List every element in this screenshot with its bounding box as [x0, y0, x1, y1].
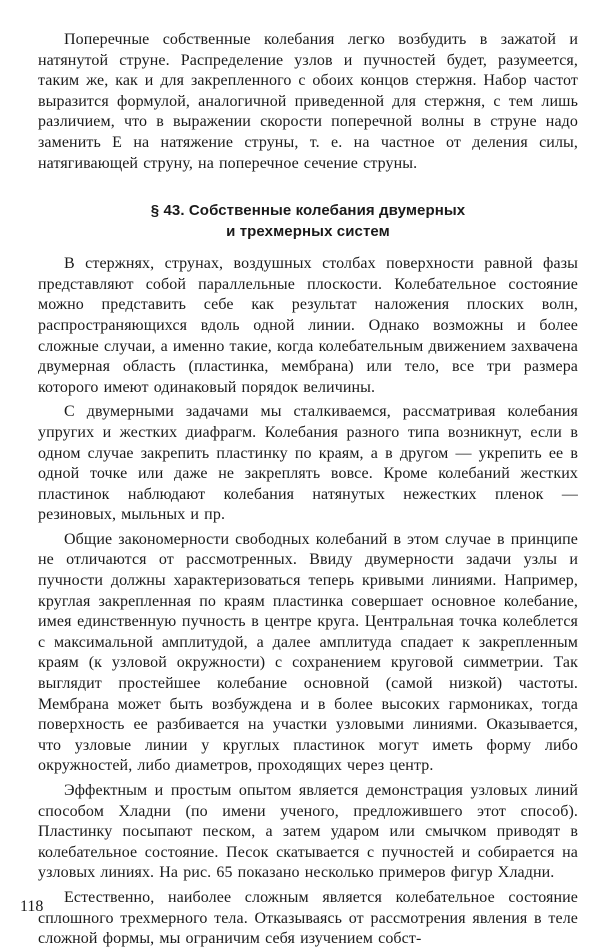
paragraph-general-regularities: Общие закономерности свободных колебаний в этом случае в принципе не отличаются от рассмотренных. Ввиду двумерности задачи узлы и пучности должны характеризоваться теперь кривыми линиями. Например, круглая закрепленная по краям пластинка совершает основное колебание, имея единственную пучность в центре круга. Центральная точка колеблется с максимальной амплитудой, а далее амплитуда спадает к закрепленным краям (к узловой окружности) с сохранением круговой симметрии. Так выглядит простейшее колебание основной (самой низкой) частоты. Мембрана может быть возбуждена и в более высоких гармониках, тогда поверхность ее разбивается на участки узловыми линиями. Оказывается, что узловые линии у круглых пластинок могут иметь форму либо окружностей, либо диаметров, проходящих через центр. — [38, 530, 578, 775]
section-heading-line-1: § 43. Собственные колебания двумерных — [150, 202, 466, 220]
paragraph-three-dimensional-body: Естественно, наиболее сложным является колебательное состояние сплошного трехмерного тела. Отказываясь от рассмотрения явления в теле сложной формы, мы ограничим себя изучением собст- — [38, 888, 578, 948]
document-page — [38, 30, 578, 948]
paragraph-two-dimensional-problems: С двумерными задачами мы сталкиваемся, рассматривая колебания упругих и жестких диафрагм. Колебания разного типа возникнут, если в одном случае закрепить пластинку по краям, а в другом — укрепить ее в одной точке или даже не закреплять вовсе. Кроме колебаний жестких пластинок наблюдают колебания натянутых нежестких пленок — резиновых, мыльных и пр. — [38, 403, 578, 524]
page-number: 118 — [20, 898, 44, 915]
paragraph-chladni-figures: Эффектным и простым опытом является демонстрация узловых линий способом Хладни (по имени ученого, предложившего этот способ). Пластинку посыпают песком, а затем ударом или смычком приводят в колебательное состояние. Песок скатывается с пучностей и собирается на узловых линиях. На рис. 65 показано несколько примеров фигур Хладни. — [38, 782, 578, 882]
paragraph-plane-waves: В стержнях, струнах, воздушных столбах поверхности равной фазы представляют собой параллельные плоскости. Колебательное состояние можно представить себе как результат наложения плоских волн, распространяющихся вдоль одной линии. Однако возможны и более сложные случаи, а именно такие, когда колебательным движением захвачена двумерная область (пластинка, мембрана) или тело, все три размера которого имеют одинаковый порядок величины. — [38, 255, 578, 396]
section-heading — [38, 200, 578, 242]
section-heading-line-2: и трехмерных систем — [226, 223, 390, 241]
paragraph-strings-transverse: Поперечные собственные колебания легко возбудить в зажатой и натянутой струне. Распределение узлов и пучностей будет, разумеется, таким же, как и для закрепленного с обоих концов стержня. Набор частот выразится формулой, аналогичной приведенной для стержня, с тем лишь различием, что в выражении скорости поперечной волны в струне надо заменить E на натяжение струны, т. е. на частное от деления силы, натягивающей струну, на поперечное сечение струны. — [38, 31, 578, 172]
